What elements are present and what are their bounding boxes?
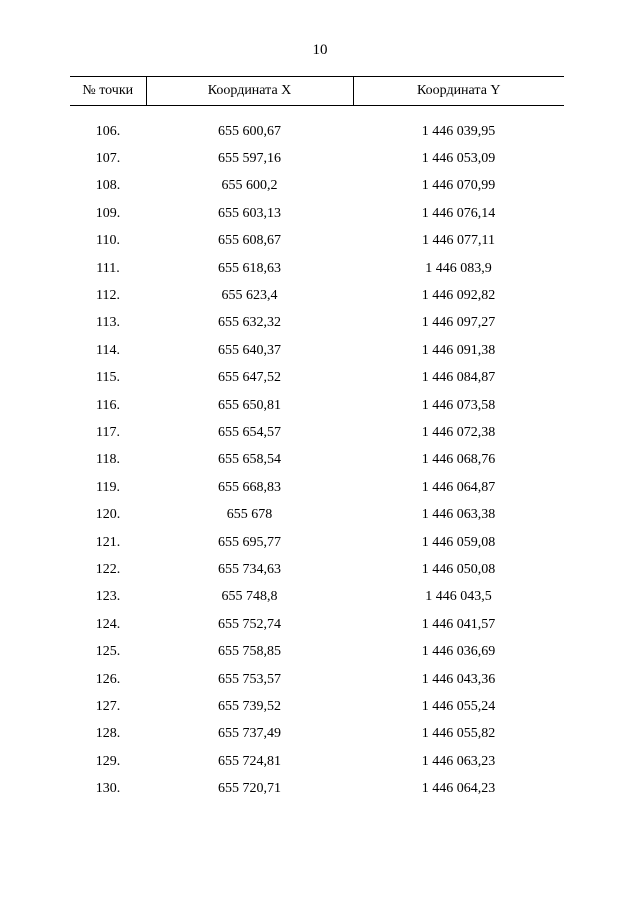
cell-coordinate-y: 1 446 070,99	[421, 178, 496, 194]
cell-coordinate-x: 655 597,16	[218, 151, 281, 167]
table-row	[70, 173, 564, 200]
cell-coordinate-x: 655 623,4	[221, 288, 278, 304]
cell-coordinate-x: 655 654,57	[218, 424, 281, 440]
table-row	[70, 775, 564, 802]
cell-point-number: 119.	[96, 479, 120, 495]
cell-point-number: 114.	[96, 342, 120, 358]
table-row	[70, 748, 564, 775]
cell-coordinate-x: 655 603,13	[218, 205, 281, 221]
cell-point-number: 122.	[95, 561, 121, 577]
cell-coordinate-x: 655 734,63	[218, 561, 281, 577]
table-row	[70, 255, 564, 282]
cell-coordinate-y: 1 446 059,08	[421, 534, 496, 550]
cell-coordinate-y: 1 446 084,87	[421, 370, 496, 386]
table-row	[70, 118, 564, 145]
table-row	[70, 501, 564, 528]
cell-point-number: 124.	[95, 616, 121, 632]
table-row	[70, 145, 564, 172]
table-row	[70, 337, 564, 364]
cell-coordinate-y: 1 446 055,24	[421, 698, 496, 714]
cell-coordinate-y: 1 446 053,09	[421, 151, 496, 167]
table-spacer	[70, 106, 564, 119]
cell-point-number: 129.	[95, 753, 121, 769]
table-row	[70, 721, 564, 748]
cell-coordinate-x: 655 632,32	[218, 315, 281, 331]
cell-coordinate-y: 1 446 076,14	[421, 205, 496, 221]
cell-point-number: 120.	[95, 507, 121, 523]
cell-coordinate-x: 655 658,54	[218, 452, 281, 468]
table-row	[70, 611, 564, 638]
cell-coordinate-y: 1 446 091,38	[421, 342, 496, 358]
cell-coordinate-x: 655 618,63	[218, 260, 281, 276]
cell-coordinate-x: 655 608,67	[218, 233, 281, 249]
cell-coordinate-y: 1 446 055,82	[421, 726, 496, 742]
table-row	[70, 666, 564, 693]
cell-point-number: 117.	[96, 424, 120, 440]
cell-coordinate-x: 655 600,67	[218, 123, 281, 139]
table-row	[70, 200, 564, 227]
table-row	[70, 228, 564, 255]
cell-point-number: 126.	[95, 671, 121, 687]
cell-coordinate-y: 1 446 092,82	[421, 288, 496, 304]
cell-point-number: 123.	[95, 589, 121, 605]
header-coordinate-x: Координата X	[146, 77, 353, 106]
cell-point-number: 113.	[96, 315, 120, 331]
cell-coordinate-y: 1 446 097,27	[421, 315, 496, 331]
cell-coordinate-y: 1 446 050,08	[421, 561, 496, 577]
header-coordinate-y: Координата Y	[353, 77, 564, 106]
cell-coordinate-x: 655 650,81	[218, 397, 281, 413]
cell-point-number: 121.	[95, 534, 121, 550]
cell-point-number: 128.	[95, 726, 121, 742]
cell-coordinate-x: 655 678	[226, 507, 273, 523]
cell-coordinate-x: 655 600,2	[221, 178, 278, 194]
cell-coordinate-y: 1 446 063,23	[421, 753, 496, 769]
cell-coordinate-x: 655 640,37	[218, 342, 281, 358]
cell-point-number: 127.	[95, 698, 121, 714]
table-row	[70, 419, 564, 446]
cell-coordinate-x: 655 752,74	[218, 616, 281, 632]
table-row	[70, 282, 564, 309]
cell-coordinate-y: 1 446 077,11	[422, 233, 495, 249]
cell-coordinate-y: 1 446 064,87	[421, 479, 496, 495]
cell-coordinate-y: 1 446 063,38	[421, 507, 496, 523]
cell-point-number: 108.	[95, 178, 121, 194]
table-row	[70, 584, 564, 611]
table-row	[70, 529, 564, 556]
cell-coordinate-x: 655 695,77	[218, 534, 281, 550]
cell-point-number: 109.	[95, 205, 121, 221]
table-row	[70, 556, 564, 583]
cell-point-number: 130.	[95, 781, 121, 797]
cell-coordinate-x: 655 724,81	[218, 753, 281, 769]
cell-coordinate-y: 1 446 083,9	[425, 260, 492, 276]
cell-point-number: 107.	[95, 151, 121, 167]
cell-coordinate-y: 1 446 043,5	[425, 589, 492, 605]
table-row	[70, 447, 564, 474]
table-row	[70, 365, 564, 392]
table-row	[70, 638, 564, 665]
coordinates-table	[70, 76, 564, 803]
cell-coordinate-x: 655 753,57	[218, 671, 281, 687]
cell-coordinate-y: 1 446 036,69	[421, 644, 496, 660]
cell-coordinate-x: 655 739,52	[218, 698, 281, 714]
table-row	[70, 474, 564, 501]
cell-coordinate-x: 655 758,85	[218, 644, 281, 660]
cell-coordinate-y: 1 446 068,76	[421, 452, 496, 468]
table-body	[70, 106, 564, 803]
cell-coordinate-y: 1 446 064,23	[421, 781, 496, 797]
cell-coordinate-y: 1 446 039,95	[421, 123, 496, 139]
cell-point-number: 112.	[96, 288, 120, 304]
cell-coordinate-y: 1 446 043,36	[421, 671, 496, 687]
cell-point-number: 110.	[96, 233, 120, 249]
cell-coordinate-x: 655 737,49	[218, 726, 281, 742]
cell-point-number: 111.	[96, 260, 120, 276]
cell-coordinate-y: 1 446 072,38	[421, 424, 496, 440]
cell-coordinate-x: 655 748,8	[221, 589, 278, 605]
cell-point-number: 125.	[95, 644, 121, 660]
cell-point-number: 115.	[96, 370, 120, 386]
table-row	[70, 310, 564, 337]
cell-point-number: 106.	[95, 123, 121, 139]
cell-coordinate-y: 1 446 073,58	[421, 397, 496, 413]
table-row	[70, 693, 564, 720]
cell-coordinate-y: 1 446 041,57	[421, 616, 496, 632]
cell-coordinate-x: 655 720,71	[218, 781, 281, 797]
cell-point-number: 118.	[96, 452, 120, 468]
page-number: 10	[312, 42, 328, 58]
cell-coordinate-x: 655 647,52	[218, 370, 281, 386]
cell-point-number: 116.	[96, 397, 120, 413]
table-header	[70, 77, 564, 106]
cell-coordinate-x: 655 668,83	[218, 479, 281, 495]
table-row	[70, 392, 564, 419]
header-point-number: № точки	[70, 77, 146, 106]
